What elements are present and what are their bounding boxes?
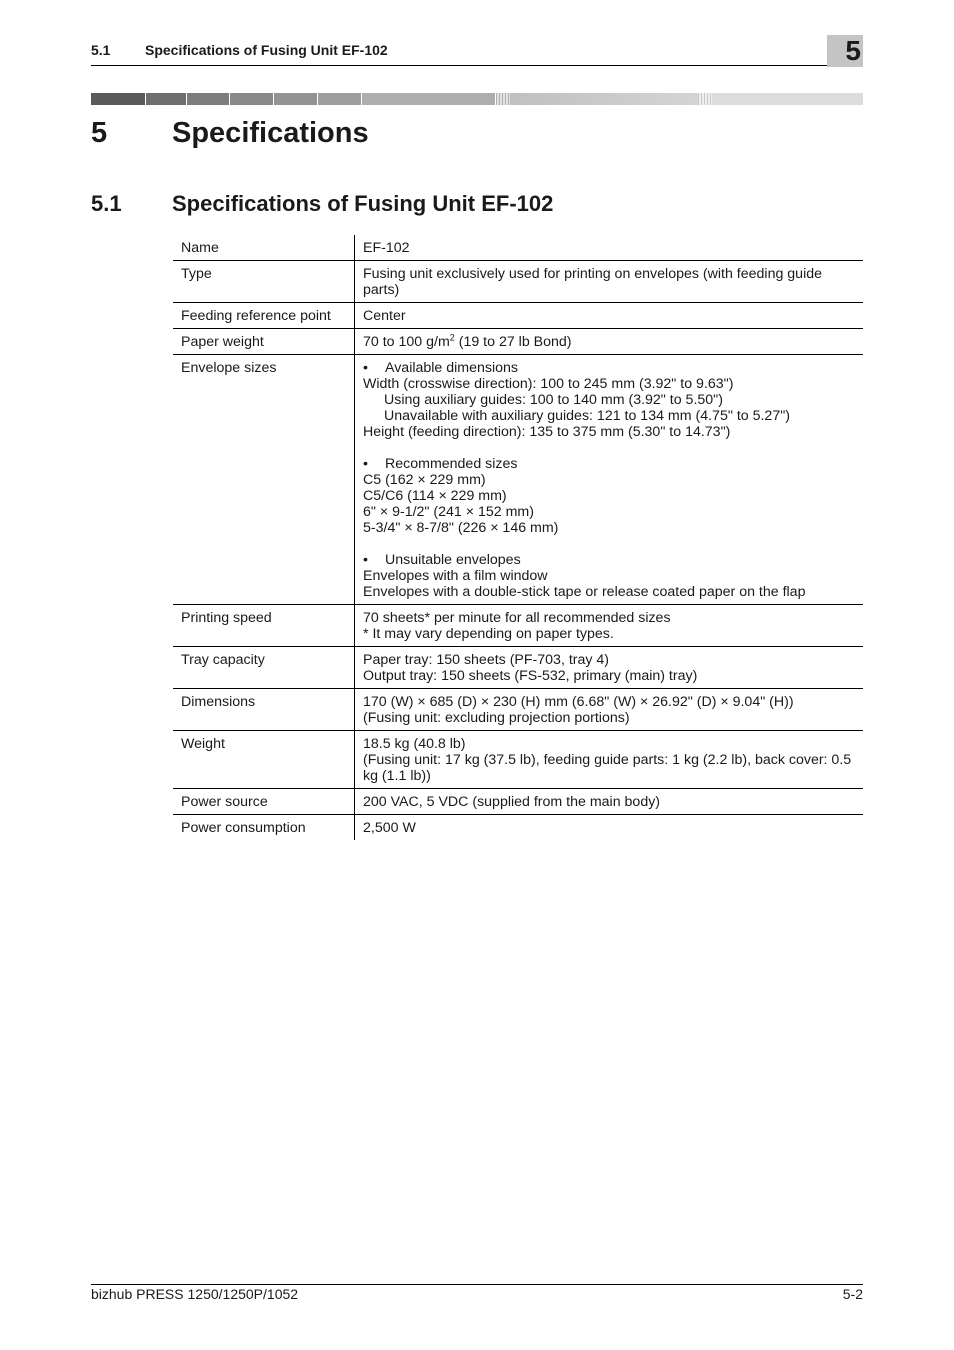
value-text: (19 to 27 lb Bond) <box>454 334 572 350</box>
chapter-tab: 5 <box>827 35 863 67</box>
value-line: * It may vary depending on paper types. <box>363 626 614 642</box>
value-line: 18.5 kg (40.8 lb) <box>363 736 466 752</box>
value-line: (Fusing unit: 17 kg (37.5 lb), feeding guide parts: 1 kg (2.2 lb), back cover: 0.5 kg (1.1 lb)) <box>363 752 852 784</box>
spec-value <box>355 355 864 605</box>
table-row <box>173 689 863 731</box>
value-line: (Fusing unit: excluding projection portions) <box>363 710 630 726</box>
table-row <box>173 329 863 355</box>
spec-label: Type <box>173 261 355 303</box>
header-rule <box>91 65 827 66</box>
value-line: 170 (W) × 685 (D) × 230 (H) mm (6.68" (W) × 26.92" (D) × 9.04" (H)) <box>363 694 794 710</box>
spec-value <box>355 647 864 689</box>
value-line <box>363 334 855 350</box>
value-line: C5 (162 × 229 mm) <box>363 472 486 488</box>
value-line: 5-3/4" × 8-7/8" (226 × 146 mm) <box>363 520 559 536</box>
value-line: Width (crosswise direction): 100 to 245 mm (3.92" to 9.63") <box>363 376 734 392</box>
spec-value <box>355 605 864 647</box>
value-line: Paper tray: 150 sheets (PF-703, tray 4) <box>363 652 610 668</box>
value-line: EF-102 <box>363 240 410 256</box>
spec-value <box>355 303 864 329</box>
header-section-title: Specifications of Fusing Unit EF-102 <box>145 42 388 58</box>
superscript: 2 <box>449 332 455 343</box>
value-line: Using auxiliary guides: 100 to 140 mm (3.92" to 5.50") <box>384 392 723 408</box>
spec-label: Paper weight <box>173 329 355 355</box>
spec-label: Name <box>181 240 219 256</box>
footer-page-number: 5-2 <box>842 1286 863 1302</box>
value-line: Output tray: 150 sheets (FS-532, primary (main) tray) <box>363 668 698 684</box>
value-line: Unavailable with auxiliary guides: 121 to 134 mm (4.75" to 5.27") <box>384 408 790 424</box>
table-row <box>173 605 863 647</box>
spec-value <box>355 815 864 841</box>
spec-table-body <box>173 235 863 840</box>
table-row <box>173 235 863 261</box>
value-line: Envelopes with a double-stick tape or release coated paper on the flap <box>363 584 806 600</box>
table-row <box>173 815 863 841</box>
value-line: Center <box>363 308 406 324</box>
value-line: Height (feeding direction): 135 to 375 mm (5.30" to 14.73") <box>363 424 731 440</box>
spec-label: Envelope sizes <box>173 355 355 605</box>
header-section-number: 5.1 <box>91 42 111 58</box>
spec-value <box>355 261 864 303</box>
value-line: 6" × 9-1/2" (241 × 152 mm) <box>363 504 534 520</box>
section-number: 5.1 <box>91 191 122 216</box>
spec-label: Power consumption <box>173 815 355 841</box>
table-row <box>173 303 863 329</box>
spec-label: Feeding reference point <box>173 303 355 329</box>
spec-value <box>355 789 864 815</box>
value-line: Fusing unit exclusively used for printing on envelopes (with feeding guide parts) <box>363 266 823 298</box>
table-row <box>173 355 863 605</box>
spec-table <box>173 235 863 840</box>
spec-value <box>355 329 864 355</box>
value-line: 200 VAC, 5 VDC (supplied from the main body) <box>363 794 661 810</box>
value-line <box>363 440 855 456</box>
chapter-number: 5 <box>91 117 108 149</box>
section-title: Specifications of Fusing Unit EF-102 <box>172 191 554 216</box>
value-line: 2,500 W <box>363 820 416 836</box>
value-line <box>363 536 855 552</box>
table-row <box>173 647 863 689</box>
spec-label: Dimensions <box>173 689 355 731</box>
value-line: Envelopes with a film window <box>363 568 548 584</box>
bullet-item: • Available dimensions <box>363 360 855 376</box>
footer-rule <box>91 1284 863 1285</box>
value-line: 70 sheets* per minute for all recommended sizes <box>363 610 671 626</box>
decorative-band <box>91 93 863 105</box>
spec-label: Power source <box>173 789 355 815</box>
spec-value <box>355 235 864 261</box>
bullet-item: • Unsuitable envelopes <box>363 552 855 568</box>
table-row <box>173 789 863 815</box>
table-row <box>173 731 863 789</box>
bullet-item: • Recommended sizes <box>363 456 855 472</box>
value-text: 70 to 100 g/m <box>363 334 450 350</box>
chapter-title: Specifications <box>172 117 369 149</box>
spec-label: Tray capacity <box>173 647 355 689</box>
spec-value <box>355 731 864 789</box>
table-row <box>173 261 863 303</box>
footer-product: bizhub PRESS 1250/1250P/1052 <box>91 1286 299 1302</box>
value-line: C5/C6 (114 × 229 mm) <box>363 488 507 504</box>
spec-label: Weight <box>173 731 355 789</box>
spec-label: Printing speed <box>173 605 355 647</box>
spec-value <box>355 689 864 731</box>
